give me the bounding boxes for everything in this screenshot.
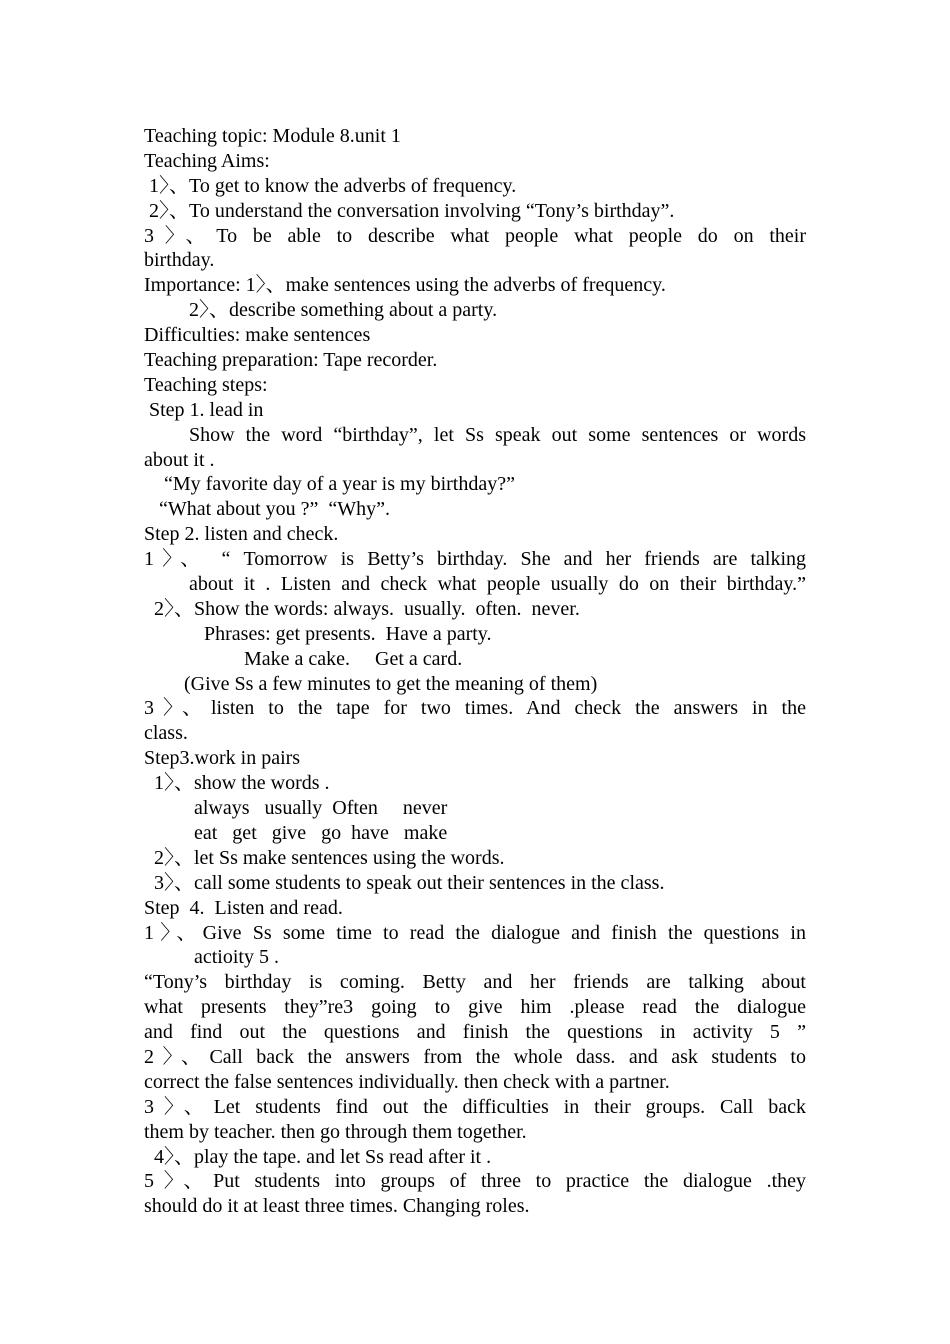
step-4-item-1-line-2: actioity 5 . xyxy=(144,946,279,969)
aim-1: 1〉、To get to know the adverbs of frequency. xyxy=(144,174,517,197)
step-2-item-3-line-1: 3〉、listen to the tape for two times. And check the answers in the xyxy=(144,697,806,720)
step-4-quote-line-2: what presents they”re3 going to give him .please read the dialogue xyxy=(144,996,806,1019)
teaching-steps-heading: Teaching steps: xyxy=(144,373,268,396)
aim-2: 2〉、To understand the conversation involving “Tony’s birthday”. xyxy=(144,199,675,222)
step-2-item-2: 2〉、Show the words: always. usually. often. never. xyxy=(144,597,580,620)
step-2-item-1-line-1: 1〉、 “ Tomorrow is Betty’s birthday. She and her friends are talking xyxy=(144,548,806,571)
step-4-item-4: 4〉、play the tape. and let Ss read after it . xyxy=(144,1145,492,1168)
aim-3-line-2: birthday. xyxy=(144,249,215,272)
step-4-item-2-line-2: correct the false sentences individually. then check with a partner. xyxy=(144,1070,670,1093)
step-2-item-3-line-2: class. xyxy=(144,722,188,745)
step-4-quote-line-1: “Tony’s birthday is coming. Betty and her friends are talking about xyxy=(144,971,806,994)
step-3-item-2: 2〉、let Ss make sentences using the words. xyxy=(144,846,505,869)
step-3-item-1: 1〉、show the words . xyxy=(144,772,330,795)
lesson-plan-document xyxy=(144,124,806,1219)
teaching-topic: Teaching topic: Module 8.unit 1 xyxy=(144,125,401,147)
step-1-question-2: “What about you ?” “Why”. xyxy=(144,498,391,521)
step-4-item-2-line-1: 2〉、Call back the answers from the whole dass. and ask students to xyxy=(144,1045,806,1068)
step-3-words-2: eat get give go have make xyxy=(144,821,448,844)
importance-2: 2〉、describe something about a party. xyxy=(144,299,498,322)
step-1-line-1: Show the word “birthday”, let Ss speak out some sentences or words xyxy=(189,423,806,446)
step-4-item-1-line-1: 1〉、Give Ss some time to read the dialogue and finish the questions in xyxy=(144,921,806,944)
step-4-item-3-line-1: 3〉、Let students find out the difficulties in their groups. Call back xyxy=(144,1095,806,1118)
step-4-item-5-line-1: 5〉、Put students into groups of three to practice the dialogue .they xyxy=(144,1170,806,1193)
step-3-item-3: 3〉、call some students to speak out their sentences in the class. xyxy=(144,871,665,894)
step-3-title: Step3.work in pairs xyxy=(144,747,301,770)
step-1-question-1: “My favorite day of a year is my birthday?” xyxy=(144,473,515,496)
teaching-preparation: Teaching preparation: Tape recorder. xyxy=(144,349,438,372)
step-4-quote-line-3: and find out the questions and finish the questions in activity 5 ” xyxy=(144,1021,806,1044)
step-2-phrases-1: Phrases: get presents. Have a party. xyxy=(144,622,492,645)
step-4-item-5-line-2: should do it at least three times. Changing roles. xyxy=(144,1195,530,1218)
step-4-item-3-line-2: them by teacher. then go through them together. xyxy=(144,1120,527,1143)
step-2-phrases-2: Make a cake. Get a card. xyxy=(144,647,463,670)
teaching-aims-heading: Teaching Aims: xyxy=(144,149,270,172)
step-2-give-note: (Give Ss a few minutes to get the meaning of them) xyxy=(144,672,598,695)
step-2-title: Step 2. listen and check. xyxy=(144,523,339,546)
difficulties: Difficulties: make sentences xyxy=(144,324,371,347)
importance-1: Importance: 1〉、make sentences using the adverbs of frequency. xyxy=(144,274,666,297)
aim-3-line-1: 3〉、To be able to describe what people what people do on their xyxy=(144,224,806,247)
step-1-line-2: about it . xyxy=(144,448,215,471)
step-3-words-1: always usually Often never xyxy=(144,797,448,820)
step-2-item-1-line-2: about it . Listen and check what people usually do on their birthday.” xyxy=(189,573,806,596)
step-1-title: Step 1. lead in xyxy=(144,398,264,421)
step-4-title: Step 4. Listen and read. xyxy=(144,896,343,919)
